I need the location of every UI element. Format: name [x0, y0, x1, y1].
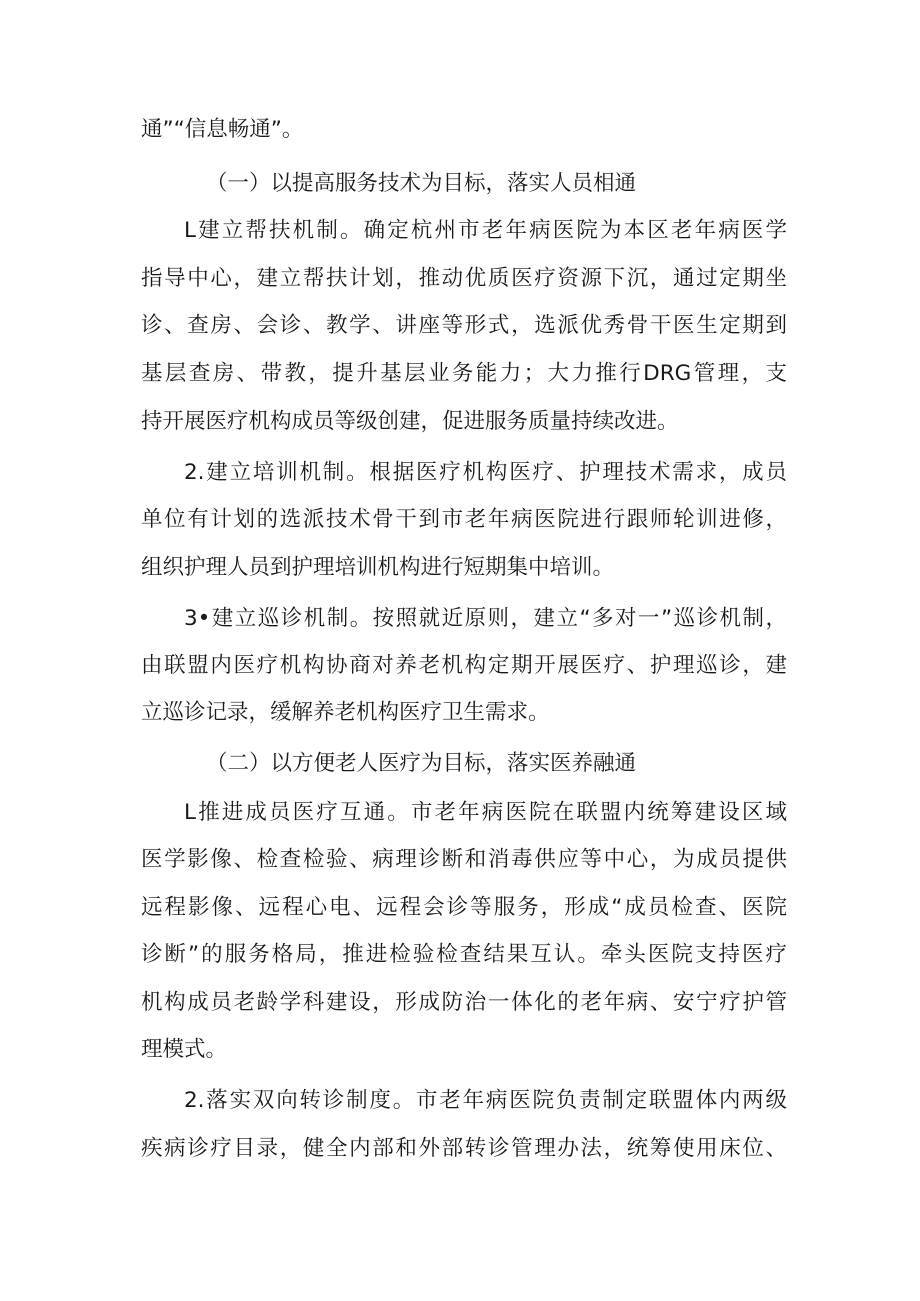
text-line: 指导中心，建立帮扶计划，推动优质医疗资源下沉，通过定期坐 — [141, 266, 787, 291]
paragraph-first-line: 2.建立培训机制。根据医疗机构医疗、护理技术需求，成员 — [184, 460, 787, 485]
text-line: 组织护理人员到护理培训机构进行短期集中培训。 — [141, 555, 615, 580]
text-line: 由联盟内医疗机构协商对养老机构定期开展医疗、护理巡诊，建 — [141, 653, 787, 678]
text-line: 持开展医疗机构成员等级创建，促进服务质量持续改进。 — [141, 409, 679, 434]
text-line: 医学影像、检查检验、病理诊断和消毒供应等中心，为成员提供 — [141, 847, 787, 872]
paragraph-first-line: 2.落实双向转诊制度。市老年病医院负责制定联盟体内两级 — [184, 1088, 787, 1113]
text-line: 基层查房、带教，提升基层业务能力；大力推行DRG管理，支 — [141, 361, 787, 386]
text-line: 疾病诊疗目录，健全内部和外部转诊管理办法，统筹使用床位、 — [141, 1136, 787, 1161]
section-heading: （一）以提高服务技术为目标，落实人员相通 — [206, 171, 637, 196]
text-line: 机构成员老龄学科建设，形成防治一体化的老年病、安宁疗护管 — [141, 990, 787, 1015]
paragraph-first-line: L建立帮扶机制。确定杭州市老年病医院为本区老年病医学 — [184, 218, 787, 243]
paragraph-first-line: L推进成员医疗互通。市老年病医院在联盟内统筹建设区域 — [184, 800, 787, 825]
text-line: 远程影像、远程心电、远程会诊等服务，形成“成员检查、医院 — [141, 895, 787, 920]
text-line: 立巡诊记录，缓解养老机构医疗卫生需求。 — [141, 700, 550, 725]
paragraph-first-line: 3•建立巡诊机制。按照就近原则，建立“多对一”巡诊机制， — [184, 606, 787, 631]
text-line: 通”“信息畅通”。 — [141, 117, 304, 142]
text-line: 单位有计划的选派技术骨干到市老年病医院进行跟师轮训进修， — [141, 507, 787, 532]
text-line: 诊断”的服务格局，推进检验检查结果互认。牵头医院支持医疗 — [141, 942, 787, 967]
text-line: 理模式。 — [141, 1037, 228, 1062]
section-heading: （二）以方便老人医疗为目标，落实医养融通 — [206, 751, 637, 776]
text-line: 诊、查房、会诊、教学、讲座等形式，选派优秀骨干医生定期到 — [141, 313, 787, 338]
